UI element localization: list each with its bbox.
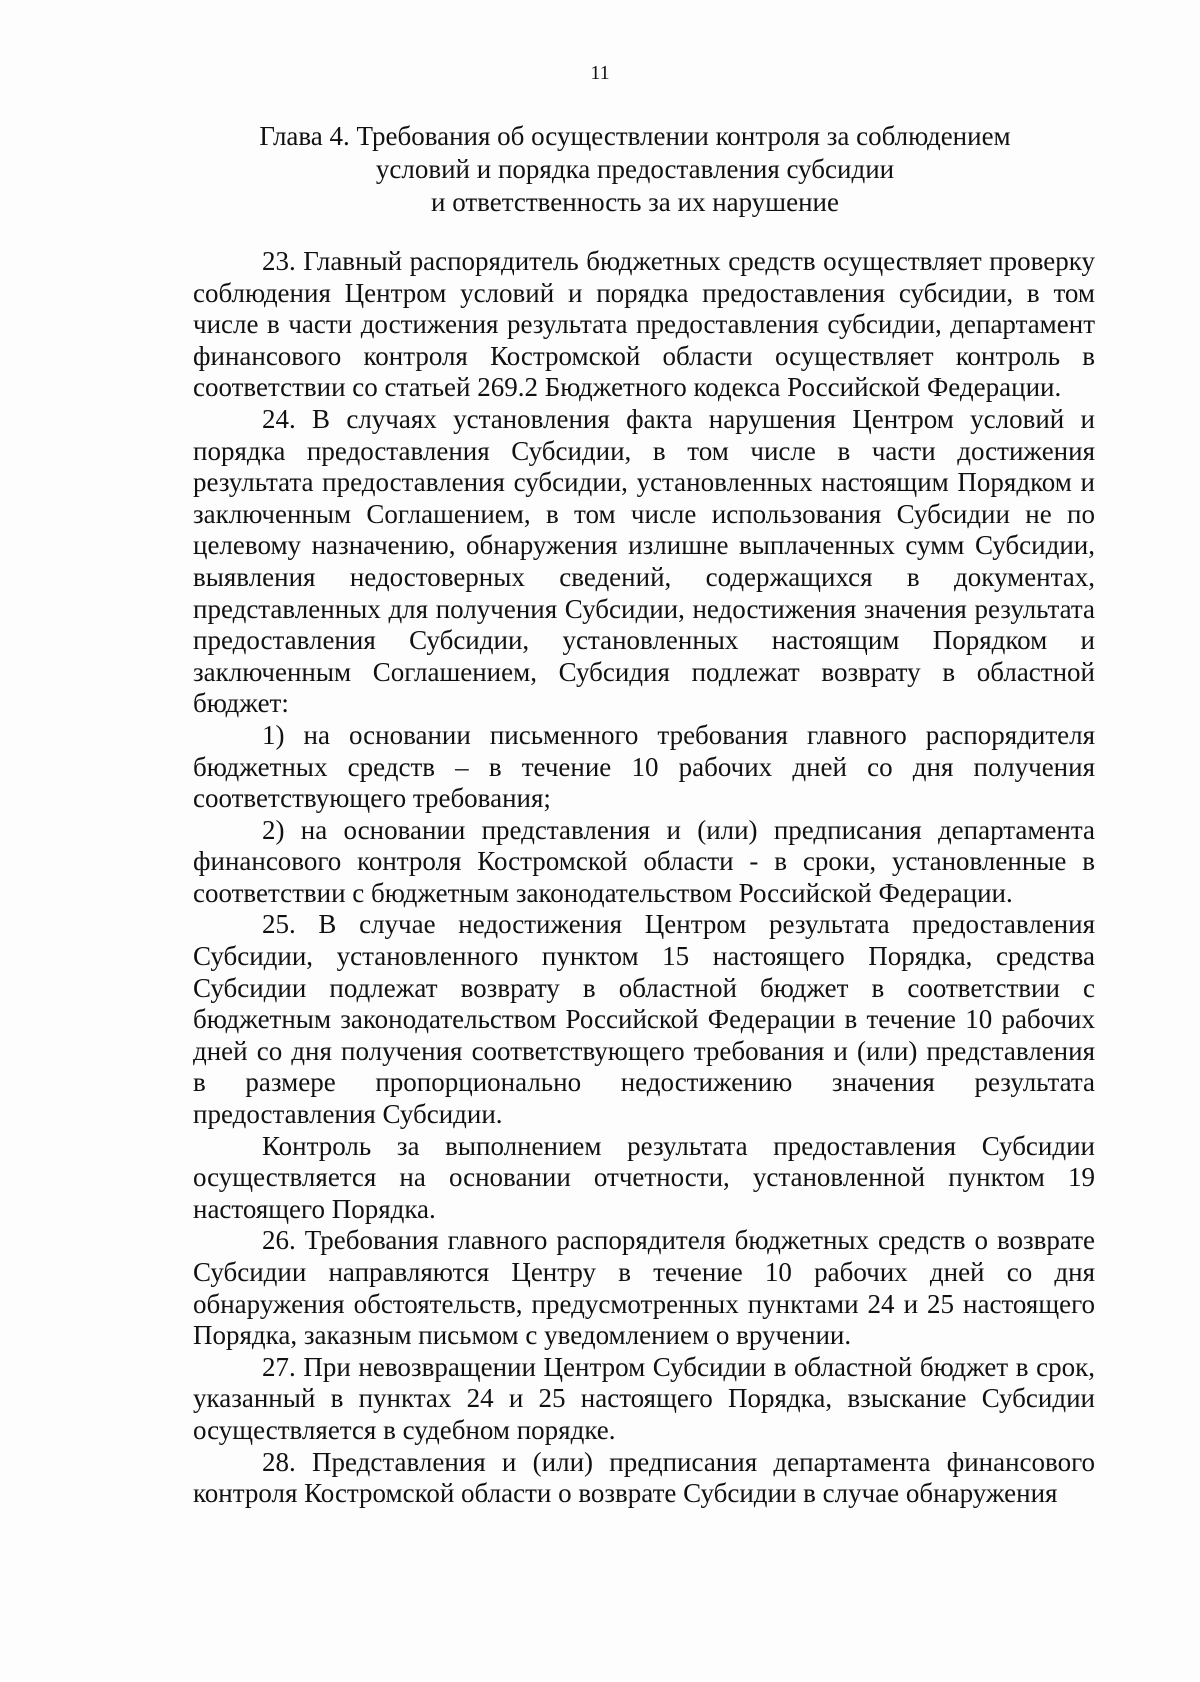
paragraph-25: 25. В случае недостижения Центром результата предоставления Субсидии, установленного пунктом 15 настоящего Порядка, средства Субсидии подлежат возврату в областной бюджет в соответствии с бюджетным законодательством Российской Федерации в течение 10 рабочих дней со дня получения соответствующего требования и (или) представления в размере пропорционально недостижению значения результата предоставления Субсидии. <box>193 909 1095 1130</box>
paragraph-24-item-1: 1) на основании письменного требования главного распорядителя бюджетных средств – в течение 10 рабочих дней со дня получения соответствующего требования; <box>193 719 1095 814</box>
page-number: 11 <box>590 62 610 84</box>
chapter-title-line-2: условий и порядка предоставления субсидии <box>375 154 895 184</box>
chapter-title-line-3: и ответственность за их нарушение <box>431 187 839 217</box>
chapter-title-line-1: Глава 4. Требования об осуществлении контроля за соблюдением <box>259 121 1011 151</box>
paragraph-27: 27. При невозвращении Центром Субсидии в областной бюджет в срок, указанный в пунктах 24 и 25 настоящего Порядка, взыскание Субсидии осуществляется в судебном порядке. <box>193 1351 1095 1445</box>
paragraph-25-control: Контроль за выполнением результата предоставления Субсидии осуществляется на основании отчетности, установленной пунктом 19 настоящего Порядка. <box>193 1130 1095 1224</box>
body-text <box>193 246 1095 1510</box>
paragraph-24-item-2: 2) на основании представления и (или) предписания департамента финансового контроля Костромской области - в сроки, установленные в соответствии с бюджетным законодательством Российской Федерации. <box>193 814 1095 908</box>
paragraph-24: 24. В случаях установления факта нарушения Центром условий и порядка предоставления Субсидии, в том числе в части достижения результата предоставления субсидии, установленных настоящим Порядком и заключенным Соглашением, в том числе использования Субсидии не по целевому назначению, обнаружения излишне выплаченных сумм Субсидии, выявления недостоверных сведений, содержащихся в документах, представленных для получения Субсидии, недостижения значения результата предоставления Субсидии, установленных настоящим Порядком и заключенным Соглашением, Субсидия подлежат возврату в областной бюджет: <box>193 403 1095 719</box>
paragraph-28: 28. Представления и (или) предписания департамента финансового контроля Костромской области о возврате Субсидии в случае обнаружения <box>193 1446 1095 1509</box>
paragraph-23: 23. Главный распорядитель бюджетных средств осуществляет проверку соблюдения Центром условий и порядка предоставления субсидии, в том числе в части достижения результата предоставления субсидии, департамент финансового контроля Костромской области осуществляет контроль в соответствии со статьей 269.2 Бюджетного кодекса Российской Федерации. <box>193 246 1095 403</box>
chapter-title <box>190 120 1080 219</box>
paragraph-26: 26. Требования главного распорядителя бюджетных средств о возврате Субсидии направляются Центру в течение 10 рабочих дней со дня обнаружения обстоятельств, предусмотренных пунктами 24 и 25 настоящего Порядка, заказным письмом с уведомлением о вручении. <box>193 1225 1095 1351</box>
